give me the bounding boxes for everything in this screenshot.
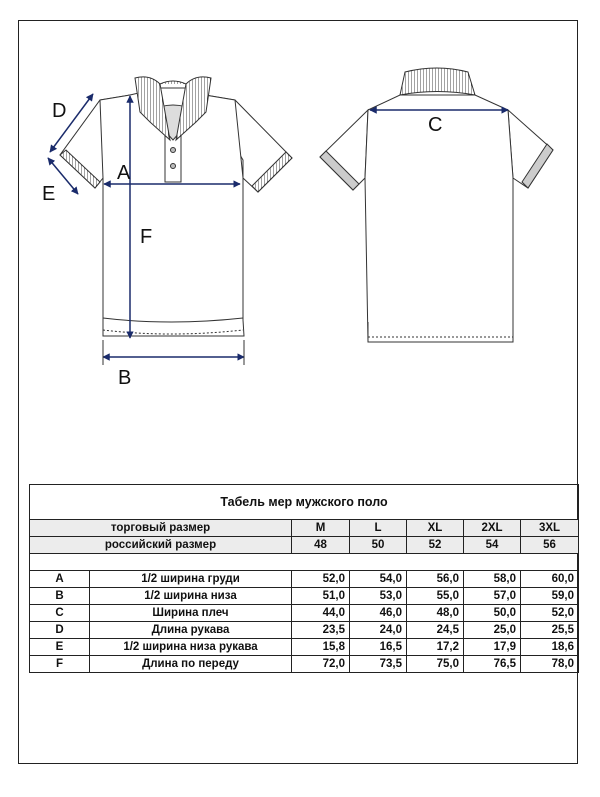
row-value: 18,6 [521, 639, 579, 656]
row-value: 48,0 [407, 605, 464, 622]
label-b: B [118, 367, 132, 389]
trade-size-cell: M [292, 520, 350, 537]
russian-size-cell: 52 [407, 537, 464, 554]
trade-size-cell: XL [407, 520, 464, 537]
row-name: Ширина плеч [90, 605, 292, 622]
row-value: 24,5 [407, 622, 464, 639]
trade-size-cell: L [350, 520, 407, 537]
row-value: 59,0 [521, 588, 579, 605]
row-value: 15,8 [292, 639, 350, 656]
russian-size-cell: 50 [350, 537, 407, 554]
spacer-row [30, 554, 579, 571]
row-value: 16,5 [350, 639, 407, 656]
row-value: 17,2 [407, 639, 464, 656]
row-value: 54,0 [350, 571, 407, 588]
russian-size-cell: 54 [464, 537, 521, 554]
row-value: 23,5 [292, 622, 350, 639]
row-code: A [30, 571, 90, 588]
row-name: Длина рукава [90, 622, 292, 639]
row-value: 17,9 [464, 639, 521, 656]
row-value: 53,0 [350, 588, 407, 605]
russian-size-label: российский размер [30, 537, 292, 554]
row-value: 55,0 [407, 588, 464, 605]
row-value: 44,0 [292, 605, 350, 622]
row-value: 52,0 [521, 605, 579, 622]
row-value: 52,0 [292, 571, 350, 588]
table-row [30, 605, 579, 622]
table-title: Табель мер мужского поло [30, 485, 579, 520]
button-2 [171, 164, 176, 169]
row-value: 58,0 [464, 571, 521, 588]
row-code: E [30, 639, 90, 656]
row-value: 73,5 [350, 656, 407, 673]
label-d: D [52, 100, 67, 122]
row-code: C [30, 605, 90, 622]
row-value: 25,0 [464, 622, 521, 639]
russian-size-row [30, 537, 579, 554]
table-row [30, 588, 579, 605]
row-value: 25,5 [521, 622, 579, 639]
label-e: E [42, 183, 56, 205]
table-row [30, 639, 579, 656]
row-code: B [30, 588, 90, 605]
label-a: A [117, 162, 131, 184]
row-name: 1/2 ширина низа рукава [90, 639, 292, 656]
size-chart-table [29, 484, 579, 673]
row-value: 24,0 [350, 622, 407, 639]
trade-size-label: торговый размер [30, 520, 292, 537]
row-value: 75,0 [407, 656, 464, 673]
row-value: 56,0 [407, 571, 464, 588]
row-name: 1/2 ширина низа [90, 588, 292, 605]
trade-size-cell: 2XL [464, 520, 521, 537]
table-row [30, 622, 579, 639]
row-code: F [30, 656, 90, 673]
row-code: D [30, 622, 90, 639]
russian-size-cell: 48 [292, 537, 350, 554]
row-value: 78,0 [521, 656, 579, 673]
row-value: 51,0 [292, 588, 350, 605]
row-value: 57,0 [464, 588, 521, 605]
label-c: C [428, 114, 443, 136]
table-row [30, 656, 579, 673]
table-row [30, 571, 579, 588]
row-value: 76,5 [464, 656, 521, 673]
trade-size-row [30, 520, 579, 537]
row-value: 60,0 [521, 571, 579, 588]
back-collar [400, 68, 475, 95]
trade-size-cell: 3XL [521, 520, 579, 537]
row-value: 72,0 [292, 656, 350, 673]
row-name: Длина по переду [90, 656, 292, 673]
russian-size-cell: 56 [521, 537, 579, 554]
back-view [320, 68, 553, 342]
front-view [60, 77, 292, 336]
row-value: 50,0 [464, 605, 521, 622]
label-f: F [140, 226, 153, 248]
row-name: 1/2 ширина груди [90, 571, 292, 588]
button-1 [171, 148, 176, 153]
row-value: 46,0 [350, 605, 407, 622]
